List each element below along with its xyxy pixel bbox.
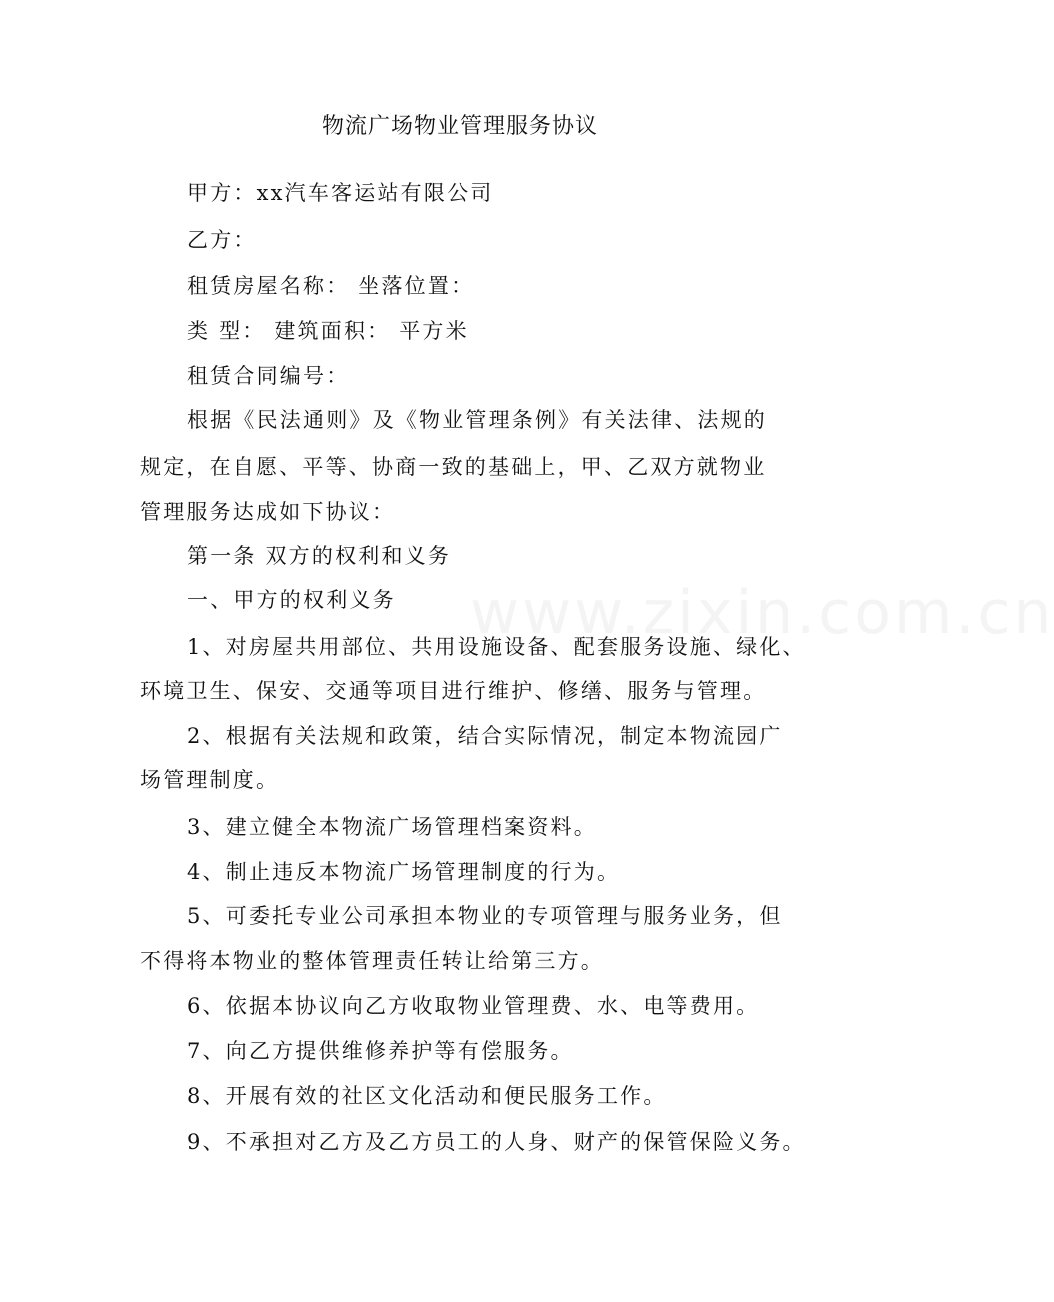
property-name-line: 租赁房屋名称： 坐落位置： <box>187 274 475 298</box>
party-b-line: 乙方： <box>187 228 257 252</box>
clause-line: 8、开展有效的社区文化活动和便民服务工作。 <box>187 1084 667 1108</box>
party-a-line: 甲方：xx汽车客运站有限公司 <box>187 181 494 205</box>
clause-line: 7、向乙方提供维修养护等有偿服务。 <box>187 1039 574 1063</box>
contract-number-line: 租赁合同编号： <box>187 364 350 388</box>
clause-line: 6、依据本协议向乙方收取物业管理费、水、电等费用。 <box>187 994 760 1018</box>
clause-line: 不得将本物业的整体管理责任转让给第三方。 <box>140 949 604 973</box>
clause-line: 4、制止违反本物流广场管理制度的行为。 <box>187 860 621 884</box>
article-heading: 第一条 双方的权利和义务 <box>187 544 452 568</box>
preamble-line: 根据《民法通则》及《物业管理条例》有关法律、法规的 <box>187 408 767 432</box>
clause-line: 环境卫生、保安、交通等项目进行维护、修缮、服务与管理。 <box>140 679 767 703</box>
clause-line: 9、不承担对乙方及乙方员工的人身、财产的保管保险义务。 <box>187 1130 806 1154</box>
preamble-line: 规定，在自愿、平等、协商一致的基础上，甲、乙双方就物业 <box>140 455 767 479</box>
clause-line: 5、可委托专业公司承担本物业的专项管理与服务业务，但 <box>187 904 783 928</box>
clause-line: 3、建立健全本物流广场管理档案资料。 <box>187 815 597 839</box>
watermark-text: www.zixin.com.cn <box>470 578 1054 648</box>
property-type-line: 类 型： 建筑面积： 平方米 <box>187 319 469 343</box>
clause-line: 1、对房屋共用部位、共用设施设备、配套服务设施、绿化、 <box>187 635 806 659</box>
document-title: 物流广场物业管理服务协议 <box>321 114 598 139</box>
clause-line: 2、根据有关法规和政策，结合实际情况，制定本物流园广 <box>187 724 783 748</box>
section-heading: 一、甲方的权利义务 <box>187 588 396 612</box>
preamble-line: 管理服务达成如下协议： <box>140 500 396 524</box>
clause-line: 场管理制度。 <box>140 768 280 792</box>
